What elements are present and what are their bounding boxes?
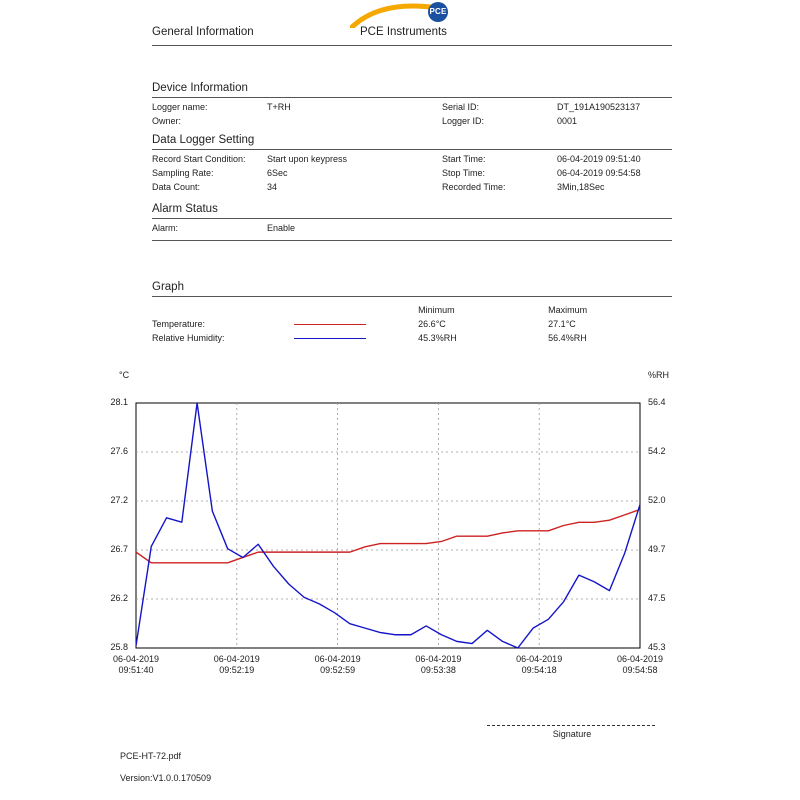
footer-version: Version:V1.0.0.170509 (120, 773, 212, 783)
table-row (152, 180, 672, 194)
legend-row-temperature (152, 317, 672, 331)
y-axis-tick-right: 52.0 (648, 495, 666, 505)
field-value: Start upon keypress (267, 154, 348, 164)
field-label: Sampling Rate: (152, 168, 214, 178)
device-information-section (152, 82, 672, 128)
field-label: Stop Time: (442, 168, 486, 178)
x-axis-tick: 06-04-2019 09:52:59 (314, 654, 361, 675)
alarm-status-title: Alarm Status (152, 203, 672, 219)
field-value: 3Min,18Sec (557, 182, 605, 192)
field-label: Data Count: (152, 182, 201, 192)
legend-line-swatch-humidity (294, 338, 366, 339)
device-information-table (152, 100, 672, 128)
table-row (152, 166, 672, 180)
logo-badge: PCE (428, 2, 448, 22)
legend-minimum-value: 45.3%RH (418, 333, 457, 343)
right-axis-unit: %RH (648, 370, 670, 380)
legend-minimum-value: 26.6°C (418, 319, 446, 329)
y-axis-tick-right: 56.4 (648, 397, 666, 407)
y-axis-tick-left: 25.8 (110, 642, 128, 652)
table-row (152, 100, 672, 114)
y-axis-tick-right: 49.7 (648, 544, 666, 554)
legend-header-row (152, 303, 672, 317)
legend-maximum-value: 27.1°C (548, 319, 576, 329)
graph-title: Graph (152, 281, 672, 297)
field-value: 34 (267, 182, 278, 192)
field-label: Record Start Condition: (152, 154, 246, 164)
signature-line (487, 725, 655, 726)
legend-row-humidity (152, 331, 672, 345)
left-axis-unit: °C (119, 370, 130, 380)
field-value: Enable (267, 223, 296, 233)
legend-label: Relative Humidity: (152, 333, 225, 343)
y-axis-tick-left: 26.2 (110, 593, 128, 603)
y-axis-tick-right: 54.2 (648, 446, 666, 456)
y-axis-tick-left: 27.2 (110, 495, 128, 505)
data-logger-setting-section (152, 134, 672, 194)
table-row (152, 152, 672, 166)
data-logger-setting-table (152, 152, 672, 194)
x-axis-tick: 06-04-2019 09:51:40 (112, 654, 160, 675)
device-information-title: Device Information (152, 82, 672, 98)
field-value: DT_191A190523137 (557, 102, 641, 112)
x-axis-tick: 06-04-2019 09:52:19 (213, 654, 260, 675)
signature-label: Signature (552, 729, 592, 739)
legend-label: Temperature: (152, 319, 206, 329)
alarm-status-section (152, 203, 672, 235)
brand-name: PCE Instruments (360, 26, 447, 38)
footer-file-name: PCE-HT-72.pdf (120, 751, 182, 761)
table-row (152, 221, 672, 235)
page-title: General Information (152, 26, 254, 38)
x-axis-tick: 06-04-2019 09:54:58 (616, 654, 664, 675)
field-label: Recorded Time: (442, 182, 506, 192)
field-value: 06-04-2019 09:54:58 (557, 168, 641, 178)
legend-maximum-header: Maximum (548, 305, 588, 315)
field-value: 0001 (557, 116, 578, 126)
field-label: Alarm: (152, 223, 179, 233)
header-divider (152, 45, 672, 46)
alarm-status-table (152, 221, 672, 235)
field-label: Start Time: (442, 154, 486, 164)
y-axis-tick-right: 47.5 (648, 593, 666, 603)
y-axis-tick-left: 28.1 (110, 397, 128, 407)
y-axis-tick-left: 26.7 (110, 544, 128, 554)
chart (0, 365, 800, 695)
x-axis-tick: 06-04-2019 09:53:38 (415, 654, 462, 675)
field-label: Owner: (152, 116, 182, 126)
signature-block (487, 725, 657, 739)
graph-legend (152, 303, 672, 345)
legend-maximum-value: 56.4%RH (548, 333, 587, 343)
field-label: Serial ID: (442, 102, 480, 112)
y-axis-tick-right: 45.3 (648, 642, 666, 652)
alarm-status-divider (152, 240, 672, 241)
field-label: Logger ID: (442, 116, 485, 126)
y-axis-tick-left: 27.6 (110, 446, 128, 456)
field-value: 06-04-2019 09:51:40 (557, 154, 641, 164)
legend-line-swatch-temperature (294, 324, 366, 325)
field-value: 6Sec (267, 168, 288, 178)
table-row (152, 114, 672, 128)
pce-logo (350, 0, 490, 28)
data-logger-setting-title: Data Logger Setting (152, 134, 672, 150)
field-value: T+RH (267, 102, 291, 112)
legend-minimum-header: Minimum (418, 305, 455, 315)
graph-section (152, 281, 672, 345)
field-label: Logger name: (152, 102, 208, 112)
x-axis-tick: 06-04-2019 09:54:18 (516, 654, 563, 675)
field-value (267, 114, 442, 128)
